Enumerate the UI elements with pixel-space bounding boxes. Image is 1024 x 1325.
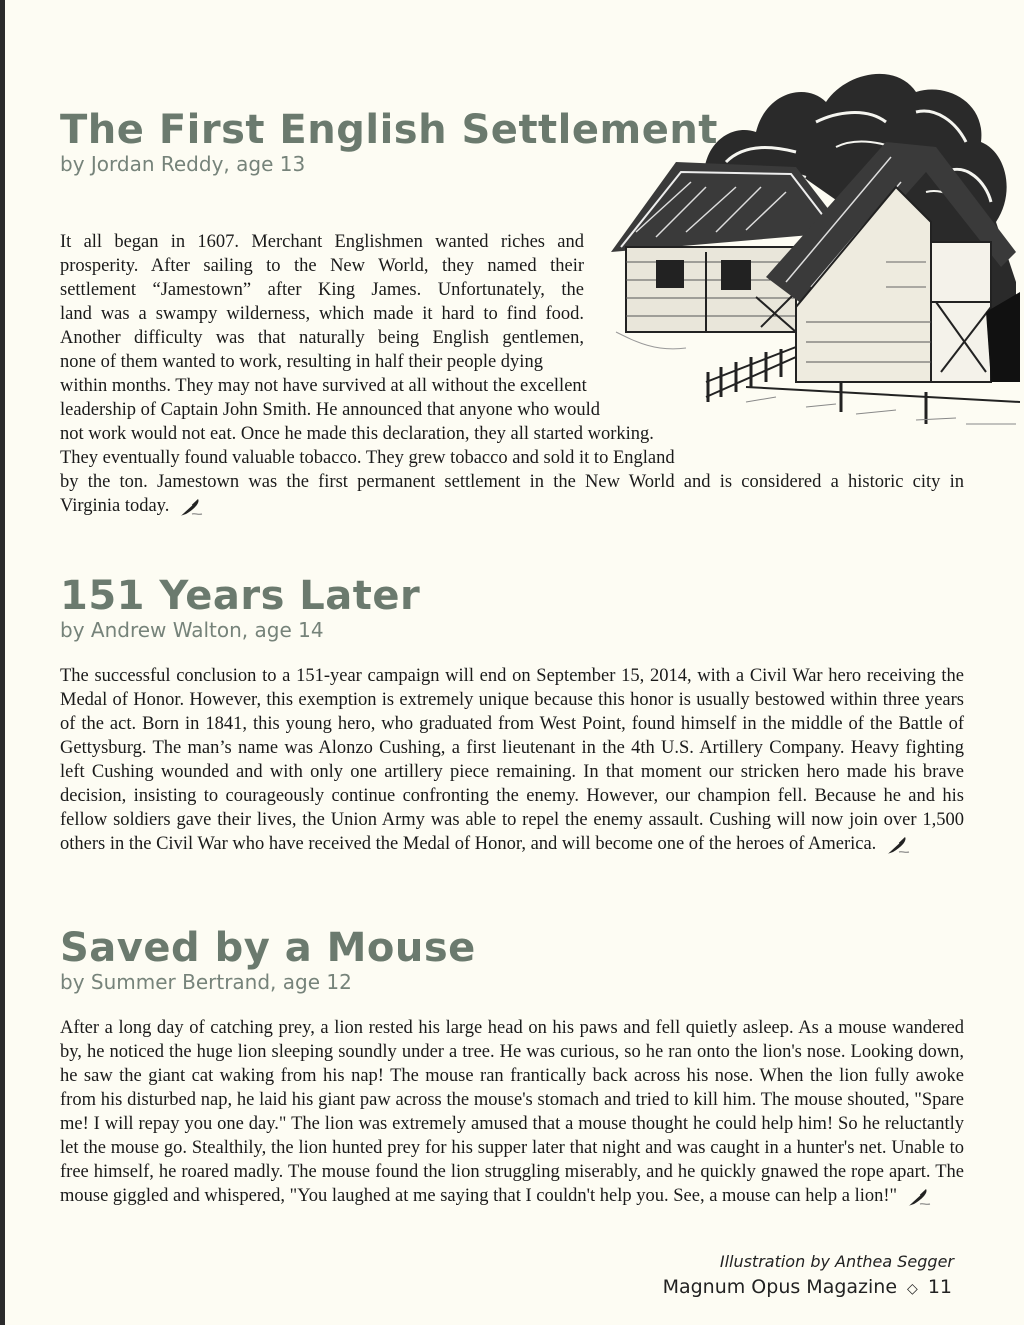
- article-byline: by Summer Bertrand, age 12: [60, 970, 352, 994]
- article-saved-by-a-mouse: [60, 926, 964, 1208]
- article-body: [60, 1016, 964, 1208]
- article-body-text: The successful conclusion to a 151-year campaign will end on September 15, 2014, with a Civil War hero receiving the Medal of Honor. However, this exemption is extremely unique because this honor is usually bestowed within three years of the act. Born in 1841, this young hero, who graduated from West Point, found himself in the middle of the Battle of Gettysburg. The man’s name was Alonzo Cushing, a first lieutenant in the 4th U.S. Artillery Company. Heavy fighting left Cushing wounded and with only one artillery piece remaining. In that moment our stricken hero made his brave decision, insisting to courageously continue confronting the enemy. However, our champion fell. Because he and his fellow soldiers gave their lives, the Union Army was able to repel the enemy assault. Cushing will now join over 1,500 others in the Civil War who have received the Medal of Honor, and will become one of the heroes of America.: [60, 666, 964, 854]
- page-number: 11: [927, 1276, 952, 1298]
- body-line: not work would not eat. Once he made this declaration, they all started working.: [60, 424, 654, 444]
- article-body: [60, 664, 964, 856]
- body-line: It all began in 1607. Merchant Englishmen wanted riches and: [60, 232, 584, 252]
- article-body-text: After a long day of catching prey, a lion rested his large head on his paws and fell quietly asleep. As a mouse wandered by, he noticed the huge lion sleeping soundly under a tree. He was curious, so he ran onto the lion's nose. Looking down, he saw the giant cat waking from his nap! The mouse ran frantically back across his nose. When the lion fully awoke from his disturbed nap, he laid his giant paw across the mouse's stomach and tried to kill him. The mouse shouted, "Spare me! I will repay you one day." The lion was extremely amused that a mouse thought he could help him! So he reluctantly let the mouse go. Stealthily, the lion hunted prey for his supper later that night and was caught in a hunter's net. Unable to free himself, he roared madly. The mouse found the lion struggling miserably, and he quickly gnawed the rope apart. The mouse giggled and whispered, "You laughed at me saying that I couldn't help you. See, a mouse can help a lion!": [60, 1018, 964, 1206]
- body-line: land was a swampy wilderness, which made it hard to find food.: [60, 304, 584, 324]
- article-title: 151 Years Later: [60, 573, 421, 619]
- quill-icon: [906, 1186, 932, 1208]
- article-body: [60, 230, 964, 518]
- body-line: by the ton. Jamestown was the first permanent settlement in the New World and is considered a historic city in: [60, 472, 964, 492]
- article-first-english-settlement: [60, 108, 964, 176]
- body-line: They eventually found valuable tobacco. They grew tobacco and sold it to England: [60, 448, 675, 468]
- body-line: Another difficulty was that naturally being English gentlemen,: [60, 328, 584, 348]
- body-line: prosperity. After sailing to the New World, they named their: [60, 256, 584, 276]
- article-byline: by Andrew Walton, age 14: [60, 618, 324, 642]
- body-line: none of them wanted to work, resulting in half their people dying: [60, 352, 543, 372]
- article-title: The First English Settlement: [60, 107, 718, 153]
- article-byline: by Jordan Reddy, age 13: [60, 152, 306, 176]
- illustration-credit: Illustration by Anthea Segger: [719, 1252, 954, 1271]
- page-edge-rule: [0, 0, 5, 1325]
- article-151-years-later: [60, 574, 964, 856]
- article-title: Saved by a Mouse: [60, 925, 476, 971]
- body-line: settlement “Jamestown” after King James. Unfortunately, the: [60, 280, 584, 300]
- quill-icon: [885, 834, 911, 856]
- quill-icon: [178, 496, 204, 518]
- magazine-footer: [663, 1276, 952, 1298]
- magazine-name: Magnum Opus Magazine: [662, 1276, 898, 1298]
- body-line: Virginia today.: [60, 496, 170, 516]
- diamond-separator: ◇: [907, 1281, 918, 1297]
- body-line: within months. They may not have survived at all without the excellent: [60, 376, 587, 396]
- body-line: leadership of Captain John Smith. He announced that anyone who would: [60, 400, 600, 420]
